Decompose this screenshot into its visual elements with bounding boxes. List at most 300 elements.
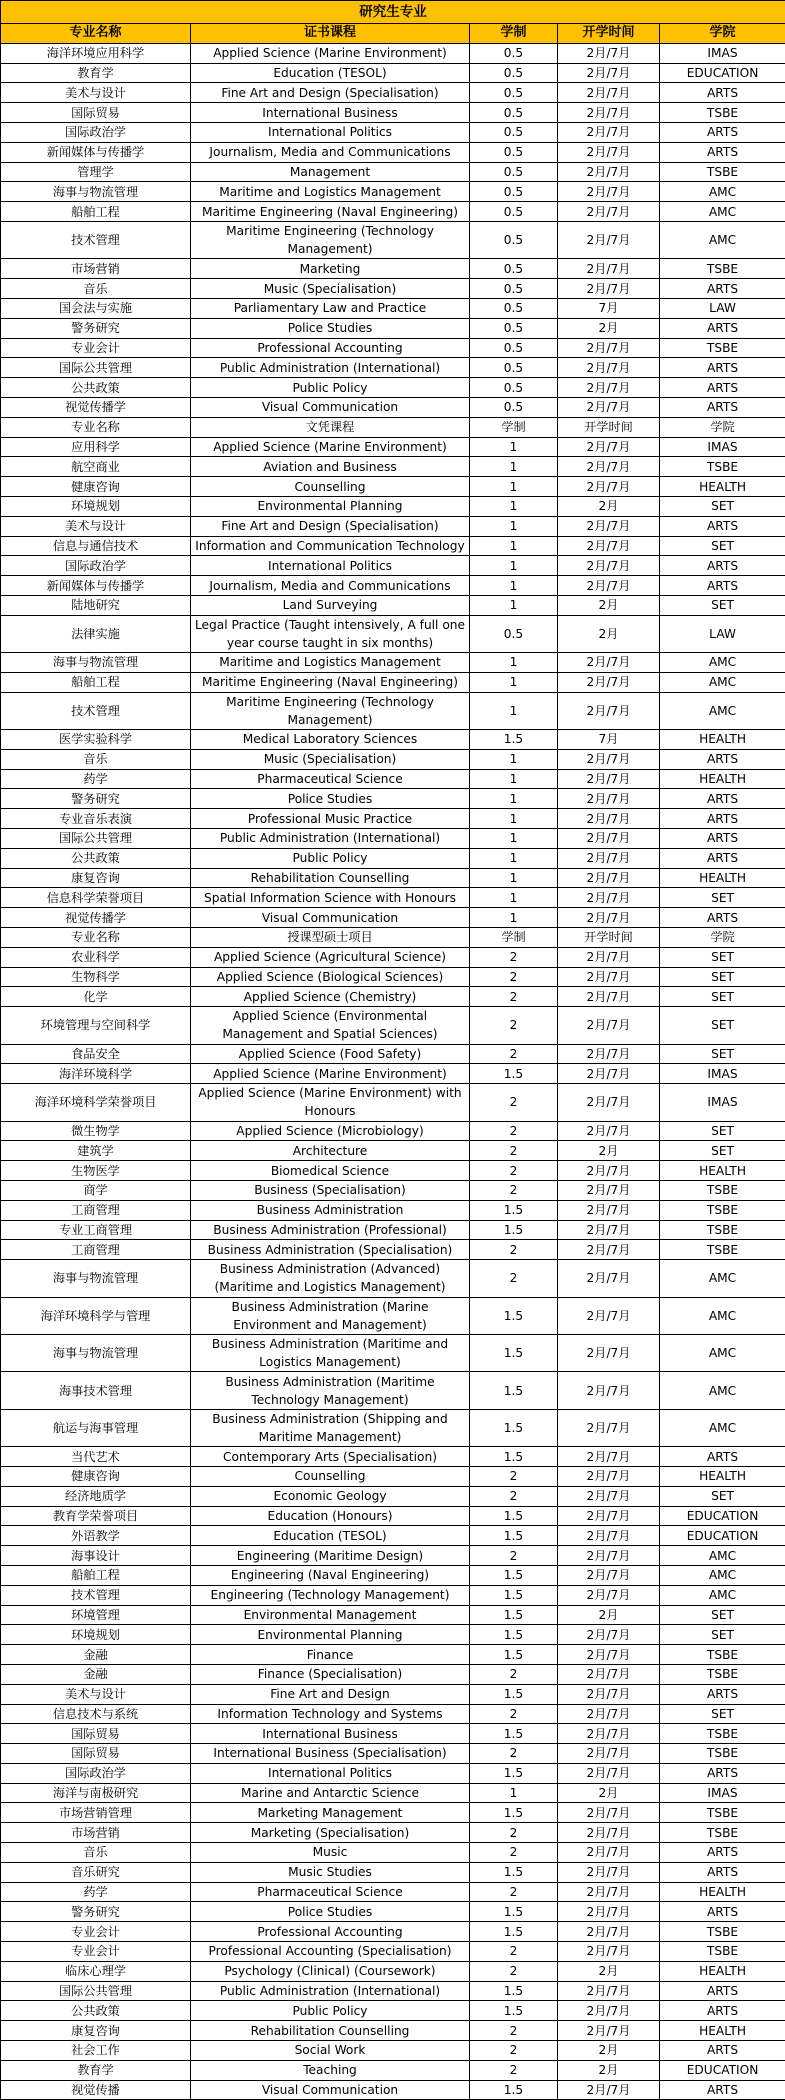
cell-intake: 2月/7月 <box>558 1220 660 1240</box>
cell-faculty: SET <box>660 496 785 516</box>
cell-course: 授课型硕士项目 <box>191 928 470 948</box>
cell-intake: 2月/7月 <box>558 1922 660 1942</box>
cell-faculty: TSBE <box>660 457 785 477</box>
cell-faculty: SET <box>660 967 785 987</box>
cell-faculty: AMC <box>660 221 785 258</box>
table-row <box>1 103 785 123</box>
cell-major: 警务研究 <box>1 1902 191 1922</box>
cell-faculty: ARTS <box>660 576 785 596</box>
cell-course: Rehabilitation Counselling <box>191 2021 470 2041</box>
cell-intake: 2月 <box>558 1961 660 1981</box>
cell-duration: 1 <box>470 829 558 849</box>
cell-major: 航运与海事管理 <box>1 1409 191 1446</box>
table-row <box>1 653 785 673</box>
cell-duration: 1.5 <box>470 1372 558 1409</box>
table-row <box>1 1744 785 1764</box>
table-row <box>1 1007 785 1044</box>
cell-faculty: IMAS <box>660 1064 785 1084</box>
cell-major: 海洋环境科学与管理 <box>1 1297 191 1334</box>
cell-intake: 2月/7月 <box>558 397 660 417</box>
cell-faculty: TSBE <box>660 1220 785 1240</box>
cell-faculty: TSBE <box>660 1200 785 1220</box>
cell-course: Marketing (Specialisation) <box>191 1823 470 1843</box>
table-row <box>1 1625 785 1645</box>
cell-intake: 7月 <box>558 730 660 750</box>
cell-course: Applied Science (Marine Environment) <box>191 1064 470 1084</box>
cell-duration: 学制 <box>470 417 558 437</box>
table-row <box>1 1044 785 1064</box>
cell-course: Journalism, Media and Communications <box>191 142 470 162</box>
table-row <box>1 1961 785 1981</box>
table-row <box>1 1546 785 1566</box>
cell-intake: 2月/7月 <box>558 1506 660 1526</box>
table-row <box>1 1084 785 1121</box>
table-row <box>1 967 785 987</box>
cell-course: Marine and Antarctic Science <box>191 1783 470 1803</box>
cell-intake: 2月 <box>558 1141 660 1161</box>
cell-faculty: ARTS <box>660 1862 785 1882</box>
cell-major: 教育学 <box>1 2060 191 2080</box>
cell-duration: 0.5 <box>470 83 558 103</box>
cell-intake: 2月/7月 <box>558 338 660 358</box>
table-row <box>1 769 785 789</box>
cell-duration: 2 <box>470 2041 558 2061</box>
cell-faculty: ARTS <box>660 829 785 849</box>
cell-intake: 2月/7月 <box>558 1585 660 1605</box>
cell-course: Business Administration (Marine Environment and Management) <box>191 1297 470 1334</box>
cell-duration: 2 <box>470 2060 558 2080</box>
table-row <box>1 1565 785 1585</box>
table-row <box>1 397 785 417</box>
cell-faculty: AMC <box>660 202 785 222</box>
cell-course: Applied Science (Marine Environment) with Honours <box>191 1084 470 1121</box>
cell-course: Engineering (Naval Engineering) <box>191 1565 470 1585</box>
cell-course: Professional Accounting (Specialisation) <box>191 1942 470 1962</box>
cell-major: 国际政治学 <box>1 122 191 142</box>
cell-intake: 2月/7月 <box>558 576 660 596</box>
cell-faculty: AMC <box>660 672 785 692</box>
cell-major: 环境管理 <box>1 1605 191 1625</box>
cell-intake: 2月 <box>558 318 660 338</box>
cell-faculty: ARTS <box>660 1981 785 2001</box>
table-row <box>1 83 785 103</box>
cell-major: 技术管理 <box>1 221 191 258</box>
cell-course: International Politics <box>191 1763 470 1783</box>
table-row <box>1 1409 785 1446</box>
cell-faculty: LAW <box>660 298 785 318</box>
cell-intake: 2月/7月 <box>558 1064 660 1084</box>
cell-course: Maritime Engineering (Technology Management) <box>191 221 470 258</box>
table-row <box>1 1862 785 1882</box>
table-row <box>1 1181 785 1201</box>
cell-course: Education (TESOL) <box>191 1526 470 1546</box>
cell-course: Visual Communication <box>191 397 470 417</box>
cell-intake: 2月/7月 <box>558 1942 660 1962</box>
cell-faculty: ARTS <box>660 1902 785 1922</box>
table-row <box>1 43 785 63</box>
table-row <box>1 947 785 967</box>
cell-faculty: AMC <box>660 1297 785 1334</box>
cell-faculty: ARTS <box>660 556 785 576</box>
cell-major: 公共政策 <box>1 848 191 868</box>
cell-faculty: AMC <box>660 1334 785 1371</box>
cell-major: 管理学 <box>1 162 191 182</box>
cell-course: Public Administration (International) <box>191 829 470 849</box>
cell-major: 专业会计 <box>1 338 191 358</box>
table-row <box>1 2021 785 2041</box>
cell-course: Business Administration (Maritime Technology Management) <box>191 1372 470 1409</box>
table-row <box>1 536 785 556</box>
table-row <box>1 378 785 398</box>
cell-major: 国际公共管理 <box>1 358 191 378</box>
table-row <box>1 1526 785 1546</box>
cell-faculty: HEALTH <box>660 477 785 497</box>
table-row <box>1 1161 785 1181</box>
cell-major: 国际政治学 <box>1 1763 191 1783</box>
cell-faculty: HEALTH <box>660 730 785 750</box>
cell-major: 药学 <box>1 769 191 789</box>
cell-faculty: SET <box>660 987 785 1007</box>
cell-intake: 2月/7月 <box>558 653 660 673</box>
cell-intake: 2月/7月 <box>558 1466 660 1486</box>
cell-major: 专业音乐表演 <box>1 809 191 829</box>
cell-course: Public Policy <box>191 2001 470 2021</box>
cell-intake: 2月/7月 <box>558 1181 660 1201</box>
cell-faculty: AMC <box>660 653 785 673</box>
cell-duration: 1 <box>470 576 558 596</box>
cell-intake: 2月/7月 <box>558 692 660 729</box>
cell-faculty: ARTS <box>660 1684 785 1704</box>
cell-faculty: HEALTH <box>660 868 785 888</box>
cell-major: 国际政治学 <box>1 556 191 576</box>
cell-major: 船舶工程 <box>1 202 191 222</box>
cell-major: 海事与物流管理 <box>1 1260 191 1297</box>
cell-course: Business Administration (Maritime and Logistics Management) <box>191 1334 470 1371</box>
cell-duration: 1.5 <box>470 1200 558 1220</box>
cell-intake: 2月/7月 <box>558 1007 660 1044</box>
cell-intake: 2月 <box>558 2060 660 2080</box>
cell-duration: 1.5 <box>470 2001 558 2021</box>
cell-major: 康复咨询 <box>1 2021 191 2041</box>
table-row <box>1 1506 785 1526</box>
cell-course: Counselling <box>191 1466 470 1486</box>
cell-duration: 0.5 <box>470 142 558 162</box>
cell-major: 商学 <box>1 1181 191 1201</box>
cell-major: 国会法与实施 <box>1 298 191 318</box>
table-row <box>1 1064 785 1084</box>
table-row <box>1 1724 785 1744</box>
cell-major: 公共政策 <box>1 378 191 398</box>
cell-duration: 1.5 <box>470 1506 558 1526</box>
cell-faculty: ARTS <box>660 1843 785 1863</box>
cell-course: Rehabilitation Counselling <box>191 868 470 888</box>
cell-intake: 2月/7月 <box>558 103 660 123</box>
cell-major: 工商管理 <box>1 1240 191 1260</box>
cell-course: Maritime Engineering (Naval Engineering) <box>191 672 470 692</box>
cell-major: 环境管理与空间科学 <box>1 1007 191 1044</box>
cell-major: 金融 <box>1 1664 191 1684</box>
cell-intake: 2月/7月 <box>558 1882 660 1902</box>
cell-major: 市场营销 <box>1 1823 191 1843</box>
cell-course: Applied Science (Food Safety) <box>191 1044 470 1064</box>
cell-intake: 2月/7月 <box>558 1684 660 1704</box>
cell-intake: 2月/7月 <box>558 1372 660 1409</box>
section-header-row <box>1 928 785 948</box>
cell-duration: 2 <box>470 1181 558 1201</box>
cell-intake: 2月/7月 <box>558 1724 660 1744</box>
cell-duration: 1 <box>470 848 558 868</box>
cell-course: Music (Specialisation) <box>191 279 470 299</box>
cell-major: 专业会计 <box>1 1942 191 1962</box>
cell-faculty: HEALTH <box>660 769 785 789</box>
cell-major: 建筑学 <box>1 1141 191 1161</box>
cell-major: 化学 <box>1 987 191 1007</box>
cell-major: 专业工商管理 <box>1 1220 191 1240</box>
cell-duration: 2 <box>470 967 558 987</box>
cell-course: Applied Science (Environmental Management and Spatial Sciences) <box>191 1007 470 1044</box>
table-row <box>1 556 785 576</box>
cell-course: Social Work <box>191 2041 470 2061</box>
cell-intake: 2月/7月 <box>558 83 660 103</box>
cell-major: 农业科学 <box>1 947 191 967</box>
table-row <box>1 318 785 338</box>
cell-faculty: HEALTH <box>660 2021 785 2041</box>
cell-intake: 2月/7月 <box>558 1704 660 1724</box>
cell-faculty: ARTS <box>660 848 785 868</box>
table-row <box>1 2080 785 2100</box>
cell-intake: 2月/7月 <box>558 358 660 378</box>
cell-intake: 2月/7月 <box>558 259 660 279</box>
cell-major: 音乐 <box>1 279 191 299</box>
cell-major: 美术与设计 <box>1 83 191 103</box>
cell-course: Psychology (Clinical) (Coursework) <box>191 1961 470 1981</box>
cell-course: Architecture <box>191 1141 470 1161</box>
cell-course: Business (Specialisation) <box>191 1181 470 1201</box>
cell-course: Business Administration (Advanced) (Maritime and Logistics Management) <box>191 1260 470 1297</box>
cell-faculty: EDUCATION <box>660 1506 785 1526</box>
cell-major: 专业会计 <box>1 1922 191 1942</box>
cell-faculty: ARTS <box>660 908 785 928</box>
cell-duration: 1.5 <box>470 1862 558 1882</box>
cell-major: 工商管理 <box>1 1200 191 1220</box>
cell-course: Maritime Engineering (Technology Management) <box>191 692 470 729</box>
table-row <box>1 1783 785 1803</box>
cell-duration: 0.5 <box>470 63 558 83</box>
cell-major: 音乐 <box>1 1843 191 1863</box>
cell-course: Legal Practice (Taught intensively, A full one year course taught in six months) <box>191 615 470 652</box>
cell-course: Maritime and Logistics Management <box>191 653 470 673</box>
table-row <box>1 2001 785 2021</box>
cell-intake: 2月/7月 <box>558 987 660 1007</box>
cell-major: 社会工作 <box>1 2041 191 2061</box>
table-row <box>1 1121 785 1141</box>
cell-duration: 1 <box>470 536 558 556</box>
cell-duration: 0.5 <box>470 122 558 142</box>
cell-course: Environmental Planning <box>191 496 470 516</box>
cell-faculty: ARTS <box>660 1763 785 1783</box>
cell-duration: 1.5 <box>470 1902 558 1922</box>
cell-course: Spatial Information Science with Honours <box>191 888 470 908</box>
cell-major: 视觉传播 <box>1 2080 191 2100</box>
cell-duration: 2 <box>470 1664 558 1684</box>
cell-faculty: SET <box>660 1704 785 1724</box>
cell-course: Engineering (Maritime Design) <box>191 1546 470 1566</box>
table-row <box>1 1922 785 1942</box>
cell-duration: 0.5 <box>470 338 558 358</box>
cell-faculty: ARTS <box>660 358 785 378</box>
cell-course: Applied Science (Chemistry) <box>191 987 470 1007</box>
cell-faculty: TSBE <box>660 1744 785 1764</box>
cell-duration: 1.5 <box>470 1334 558 1371</box>
table-row <box>1 142 785 162</box>
table-row <box>1 829 785 849</box>
cell-intake: 2月/7月 <box>558 516 660 536</box>
cell-course: Applied Science (Marine Environment) <box>191 437 470 457</box>
cell-duration: 1 <box>470 556 558 576</box>
cell-major: 国际贸易 <box>1 1724 191 1744</box>
cell-course: Fine Art and Design (Specialisation) <box>191 83 470 103</box>
cell-intake: 2月/7月 <box>558 908 660 928</box>
cell-duration: 2 <box>470 1486 558 1506</box>
cell-major: 医学实验科学 <box>1 730 191 750</box>
cell-course: Engineering (Technology Management) <box>191 1585 470 1605</box>
cell-major: 教育学荣誉项目 <box>1 1506 191 1526</box>
cell-intake: 2月/7月 <box>558 1645 660 1665</box>
cell-duration: 1.5 <box>470 1297 558 1334</box>
cell-intake: 2月/7月 <box>558 142 660 162</box>
cell-course: Applied Science (Marine Environment) <box>191 43 470 63</box>
cell-course: Pharmaceutical Science <box>191 769 470 789</box>
cell-duration: 1 <box>470 653 558 673</box>
cell-intake: 2月/7月 <box>558 1409 660 1446</box>
cell-course: Police Studies <box>191 1902 470 1922</box>
cell-course: Contemporary Arts (Specialisation) <box>191 1447 470 1467</box>
cell-duration: 2 <box>470 1084 558 1121</box>
cell-course: Journalism, Media and Communications <box>191 576 470 596</box>
cell-intake: 2月/7月 <box>558 1763 660 1783</box>
cell-faculty: SET <box>660 1605 785 1625</box>
cell-course: Police Studies <box>191 789 470 809</box>
cell-intake: 2月/7月 <box>558 556 660 576</box>
cell-intake: 2月/7月 <box>558 947 660 967</box>
table-row <box>1 576 785 596</box>
cell-major: 警务研究 <box>1 318 191 338</box>
cell-major: 专业名称 <box>1 928 191 948</box>
cell-intake: 2月/7月 <box>558 789 660 809</box>
table-row <box>1 358 785 378</box>
table-row <box>1 1704 785 1724</box>
cell-major: 信息与通信技术 <box>1 536 191 556</box>
cell-intake: 7月 <box>558 298 660 318</box>
cell-major: 信息科学荣誉项目 <box>1 888 191 908</box>
cell-intake: 2月/7月 <box>558 1447 660 1467</box>
cell-faculty: ARTS <box>660 516 785 536</box>
cell-duration: 0.5 <box>470 298 558 318</box>
table-row <box>1 868 785 888</box>
cell-intake: 2月/7月 <box>558 1843 660 1863</box>
cell-intake: 2月/7月 <box>558 437 660 457</box>
cell-course: Education (Honours) <box>191 1506 470 1526</box>
cell-faculty: TSBE <box>660 1922 785 1942</box>
cell-duration: 0.5 <box>470 358 558 378</box>
cell-duration: 2 <box>470 1843 558 1863</box>
cell-duration: 1.5 <box>470 2080 558 2100</box>
table-row <box>1 1200 785 1220</box>
cell-duration: 1.5 <box>470 1684 558 1704</box>
cell-faculty: TSBE <box>660 1942 785 1962</box>
cell-intake: 2月/7月 <box>558 1334 660 1371</box>
table-row <box>1 809 785 829</box>
table-row <box>1 182 785 202</box>
cell-course: Information and Communication Technology <box>191 536 470 556</box>
cell-major: 应用科学 <box>1 437 191 457</box>
cell-course: Medical Laboratory Sciences <box>191 730 470 750</box>
cell-duration: 2 <box>470 1961 558 1981</box>
table-row <box>1 162 785 182</box>
cell-major: 美术与设计 <box>1 1684 191 1704</box>
cell-intake: 2月/7月 <box>558 967 660 987</box>
cell-intake: 开学时间 <box>558 928 660 948</box>
cell-faculty: EDUCATION <box>660 63 785 83</box>
cell-course: Environmental Management <box>191 1605 470 1625</box>
table-row <box>1 1334 785 1371</box>
cell-faculty: TSBE <box>660 1724 785 1744</box>
cell-faculty: SET <box>660 888 785 908</box>
header-duration: 学制 <box>470 24 558 44</box>
table-row <box>1 1585 785 1605</box>
cell-duration: 1 <box>470 516 558 536</box>
cell-duration: 2 <box>470 2021 558 2041</box>
cell-course: Biomedical Science <box>191 1161 470 1181</box>
cell-major: 环境规划 <box>1 496 191 516</box>
cell-course: Land Surveying <box>191 595 470 615</box>
cell-intake: 2月/7月 <box>558 749 660 769</box>
table-row <box>1 1803 785 1823</box>
cell-duration: 2 <box>470 1260 558 1297</box>
cell-major: 法律实施 <box>1 615 191 652</box>
table-row <box>1 516 785 536</box>
cell-faculty: IMAS <box>660 1084 785 1121</box>
cell-major: 临床心理学 <box>1 1961 191 1981</box>
cell-duration: 0.5 <box>470 103 558 123</box>
table-row <box>1 1882 785 1902</box>
cell-duration: 1.5 <box>470 730 558 750</box>
cell-faculty: TSBE <box>660 162 785 182</box>
table-row <box>1 1220 785 1240</box>
cell-duration: 2 <box>470 1044 558 1064</box>
table-row <box>1 279 785 299</box>
cell-intake: 2月/7月 <box>558 1486 660 1506</box>
table-row <box>1 1260 785 1297</box>
cell-faculty: ARTS <box>660 378 785 398</box>
cell-course: Business Administration (Shipping and Maritime Management) <box>191 1409 470 1446</box>
cell-duration: 1 <box>470 496 558 516</box>
cell-intake: 2月/7月 <box>558 672 660 692</box>
cell-major: 国际贸易 <box>1 1744 191 1764</box>
cell-intake: 2月/7月 <box>558 809 660 829</box>
cell-major: 新闻媒体与传播学 <box>1 576 191 596</box>
table-row <box>1 692 785 729</box>
cell-major: 海事与物流管理 <box>1 1334 191 1371</box>
cell-duration: 1.5 <box>470 1565 558 1585</box>
table-row <box>1 987 785 1007</box>
cell-major: 船舶工程 <box>1 672 191 692</box>
cell-intake: 2月/7月 <box>558 536 660 556</box>
table-row <box>1 848 785 868</box>
cell-intake: 2月/7月 <box>558 221 660 258</box>
cell-course: International Business (Specialisation) <box>191 1744 470 1764</box>
cell-course: Aviation and Business <box>191 457 470 477</box>
